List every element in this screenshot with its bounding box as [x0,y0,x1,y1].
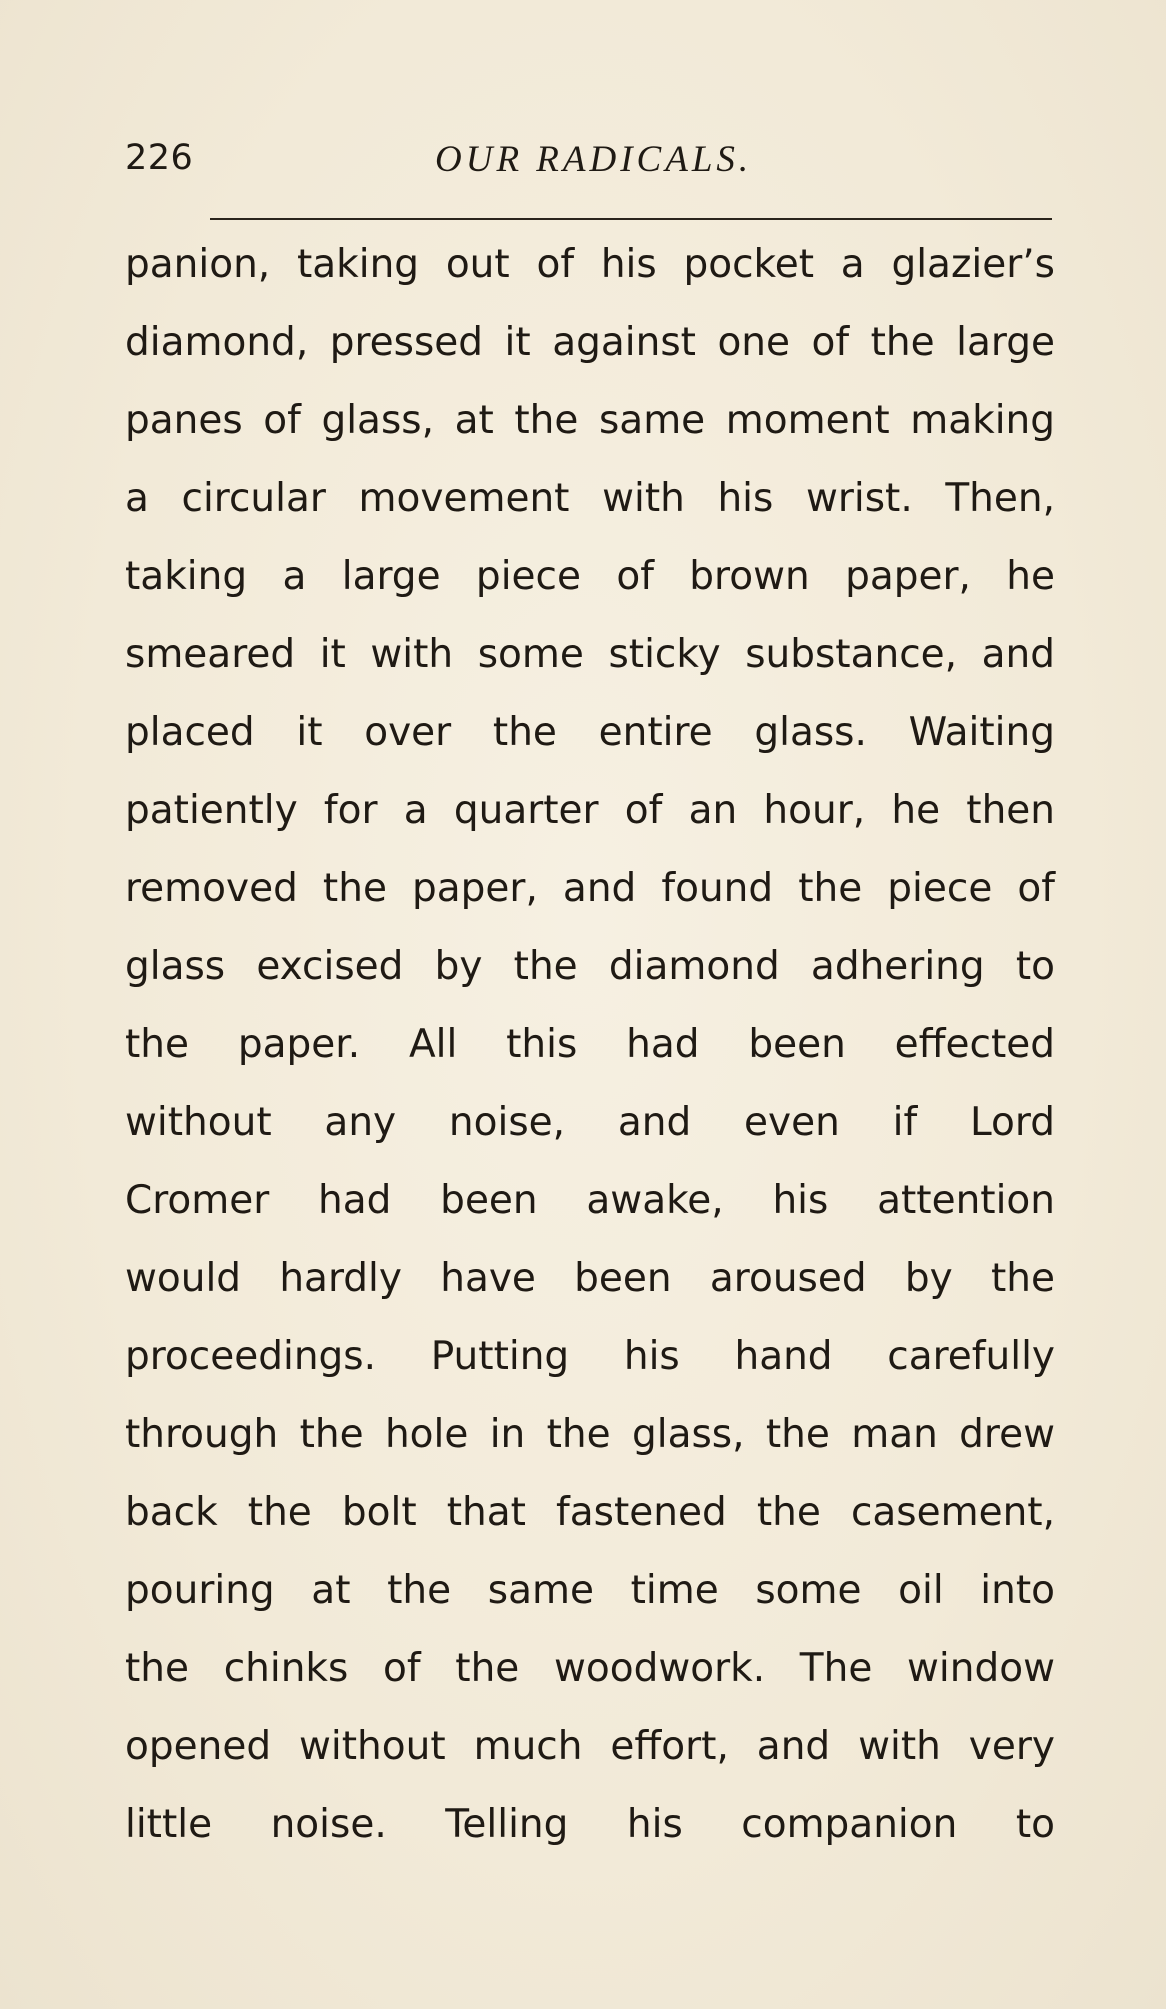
text-line: the paper. All this had been effected [125,1022,1055,1067]
body-text [125,226,1055,1864]
text-line: through the hole in the glass, the man drew [125,1412,1055,1457]
text-line: little noise. Telling his companion to [125,1802,1055,1847]
text-line: back the bolt that fastened the casement, [125,1490,1055,1535]
text-line: patiently for a quarter of an hour, he then [125,788,1055,833]
text-line: pouring at the same time some oil into [125,1568,1055,1613]
page-number: 226 [125,138,194,178]
text-line: a circular movement with his wrist. Then, [125,476,1055,521]
text-line: would hardly have been aroused by the [125,1256,1055,1301]
text-line: smeared it with some sticky substance, and [125,632,1055,677]
text-line: proceedings. Putting his hand carefully [125,1334,1055,1379]
running-head: OUR RADICALS. [435,139,753,180]
text-line: removed the paper, and found the piece of [125,866,1055,911]
text-line: panes of glass, at the same moment making [125,398,1055,443]
text-line: without any noise, and even if Lord [125,1100,1055,1145]
text-line: taking a large piece of brown paper, he [125,554,1055,599]
header-rule [210,218,1052,220]
text-line: opened without much effort, and with very [125,1724,1055,1769]
page-header [125,128,1055,188]
text-line: Cromer had been awake, his attention [125,1178,1055,1223]
text-line: placed it over the entire glass. Waiting [125,710,1055,755]
text-line: panion, taking out of his pocket a glazier’s [125,242,1055,287]
text-line: diamond, pressed it against one of the large [125,320,1055,365]
text-line: the chinks of the woodwork. The window [125,1646,1055,1691]
text-line: glass excised by the diamond adhering to [125,944,1055,989]
